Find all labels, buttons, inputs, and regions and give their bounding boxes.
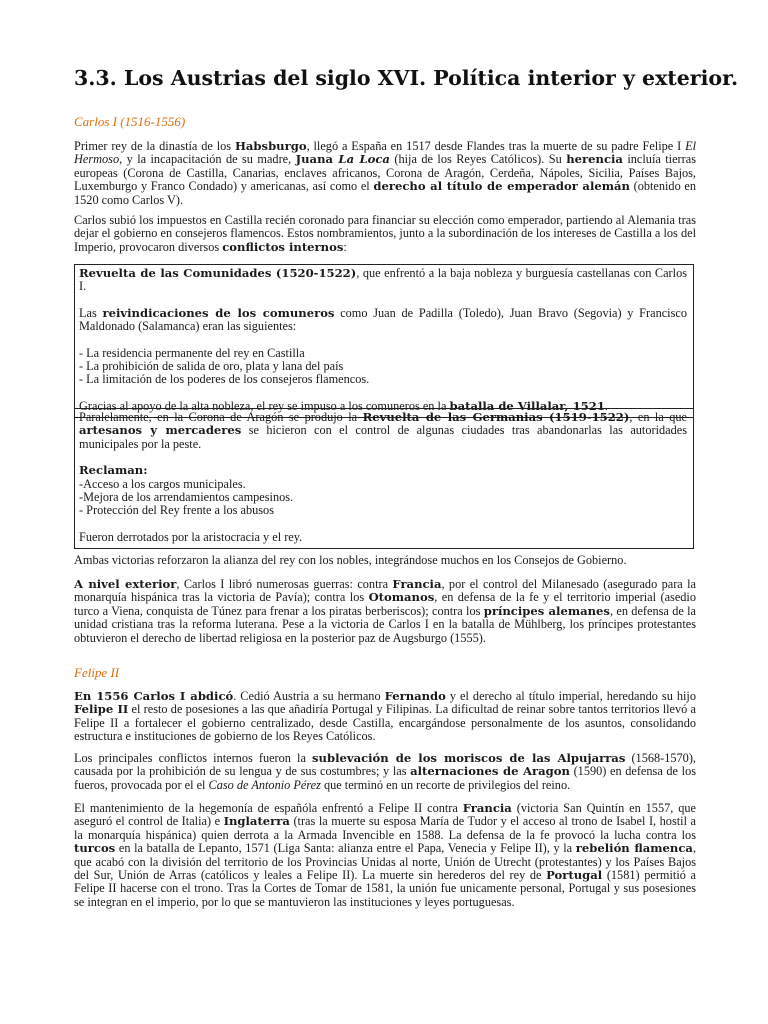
carlos-paragraph-3: Ambas victorias reforzaron la alianza del rey con los nobles, integrándose muchos en los Consejos de Gobierno. (74, 553, 627, 567)
section-heading-carlos: Carlos I (1516-1556) (74, 114, 186, 129)
list-item: - La prohibición de salida de oro, plata y lana del país (79, 359, 344, 374)
list-item: - Protección del Rey frente a los abusos (79, 503, 274, 518)
villalar-sentence: Gracias al apoyo de la alta nobleza, el rey se impuso a los comuneros en la batalla de Villalar, 1521. (79, 398, 608, 413)
comunidades-heading: Revuelta de las Comunidades (1520-1522), que enfrentó a la baja nobleza y burguesía castellanas con Carlos I. (79, 266, 687, 294)
germanias-box (74, 408, 694, 549)
felipe-paragraph-2: Los principales conflictos internos fueron la sublevación de los moriscos de las Alpujarras (1568-1570), causada por la prohibición de su lengua y de sus costumbres; y las alternaciones de Aragon (1590) en defensa de los fueros, provocada por el el Caso de Antonio Pérez que terminó en un recorte de privilegios del reino. (74, 751, 696, 792)
comuneros-demands-intro: Las reivindicaciones de los comuneros como Juan de Padilla (Toledo), Juan Bravo (Segovia) y Francisco Maldonado (Salamanca) eran las siguientes: (79, 305, 687, 334)
reclaman-heading: Reclaman: (79, 463, 148, 478)
list-item: -Acceso a los cargos municipales. (79, 476, 246, 491)
felipe-paragraph-3: El mantenimiento de la hegemonía de españóla enfrentó a Felipe II contra Francia (victoria San Quintín en 1557, que aseguró el control de Italia) e Inglaterra (tras la muerte su esposa María de Tudor y el acceso al trono de Isabel I, hostil a la monarquía hispánica) quien derrota a la Armada Invencible en 1588. La defensa de la fe provocó la lucha contra los turcos en la batalla de Lepanto, 1571 (Liga Santa: alianza entre el Papa, Venecia y Felipe II), y la rebelión flamenca, que acabó con la división del territorio de los Provincias Unidas al norte, Unión de Utrecht (protestantes) y los Países Bajos del Sur, Unión de Arras (católicos y leales a Felipe II). La muerte sin herederos del rey de Portugal (1581) permitió a Felipe II hacerse con el trono. Tras la Cortes de Tomar de 1581, la unión fue unicamente personal, Portugal y sus posesiones se integran en el imperio, por lo que se mantuvieron las instituciones y leyes portuguesas. (74, 801, 697, 909)
carlos-paragraph-4: A nivel exterior, Carlos I libró numerosas guerras: contra Francia, por el control del Milanesado (asegurado para la monarquía hispánica tras la victoria de Pavía); contra los Otomanos, en defensa de la fe y el territorio imperial (asedio turco a Viena, conquista de Túnez para frenar a los piratas berberiscos); contra los príncipes alemanes, en defensa de la unidad cristiana tras la reforma luterana. Pese a la victoria de Carlos I en la batalla de Mühlberg, los príncipes protestantes obtuvieron el derecho de libertad religiosa en la posterior paz de Augsburgo (1555). (74, 577, 697, 645)
carlos-paragraph-2: Carlos subió los impuestos en Castilla recién coronado para financiar su elección como emperador, partiendo al Alemania tras dejar el gobierno en consejeros flamencos. Estos nombramientos, junto a la subordinación de los intereses de Castilla a los del Imperio, provocaron diversos conflictos internos: (74, 213, 696, 254)
list-item: - La limitación de los poderes de los consejeros flamencos. (79, 372, 370, 387)
list-item: - La residencia permanente del rey en Castilla (79, 345, 305, 360)
section-heading-felipe: Felipe II (74, 665, 120, 680)
page-title: 3.3. Los Austrias del siglo XVI. Política interior y exterior. (74, 66, 739, 90)
carlos-paragraph-1: Primer rey de la dinastía de los Habsburgo, llegó a España en 1517 desde Flandes tras la muerte de su padre Felipe I El Hermoso, y la incapacitación de su madre, Juana La Loca (hija de los Reyes Católicos). Su herencia incluía tierras europeas (Corona de Castilla, Canarias, enclaves africanos, Corona de Aragón, Cerdeña, Nápoles, Sicilia, Países Bajos, Luxemburgo y Franco Condado) y americanas, así como el derecho al título de emperador alemán (obtenido en 1520 como Carlos V). (74, 139, 697, 207)
felipe-paragraph-1: En 1556 Carlos I abdicó. Cedió Austria a su hermano Fernando y el derecho al título imperial, heredando su hijo Felipe II el resto de posesiones a las que añadiría Portugal y Filipinas. La dificultad de reinar sobre tantos territorios llevó a Felipe II a fortalecer el gobierno centralizado, desde Castilla, encargándose personalmente de los asuntos, consolidando estructura e instituciones de gobierno de los Reyes Católicos. (74, 689, 696, 744)
germanias-paragraph: Paralelamente, en la Corona de Aragón se produjo la Revuelta de las Germanias (1519-1522), en la que artesanos y mercaderes se hicieron con el control de algunas ciudades tras abandonarlas las autoridades municipales por la peste. (79, 410, 687, 451)
list-item: -Mejora de los arrendamientos campesinos. (79, 490, 294, 505)
germanias-outcome: Fueron derrotados por la aristocracia y el rey. (79, 529, 303, 544)
comunidades-box (74, 264, 694, 418)
